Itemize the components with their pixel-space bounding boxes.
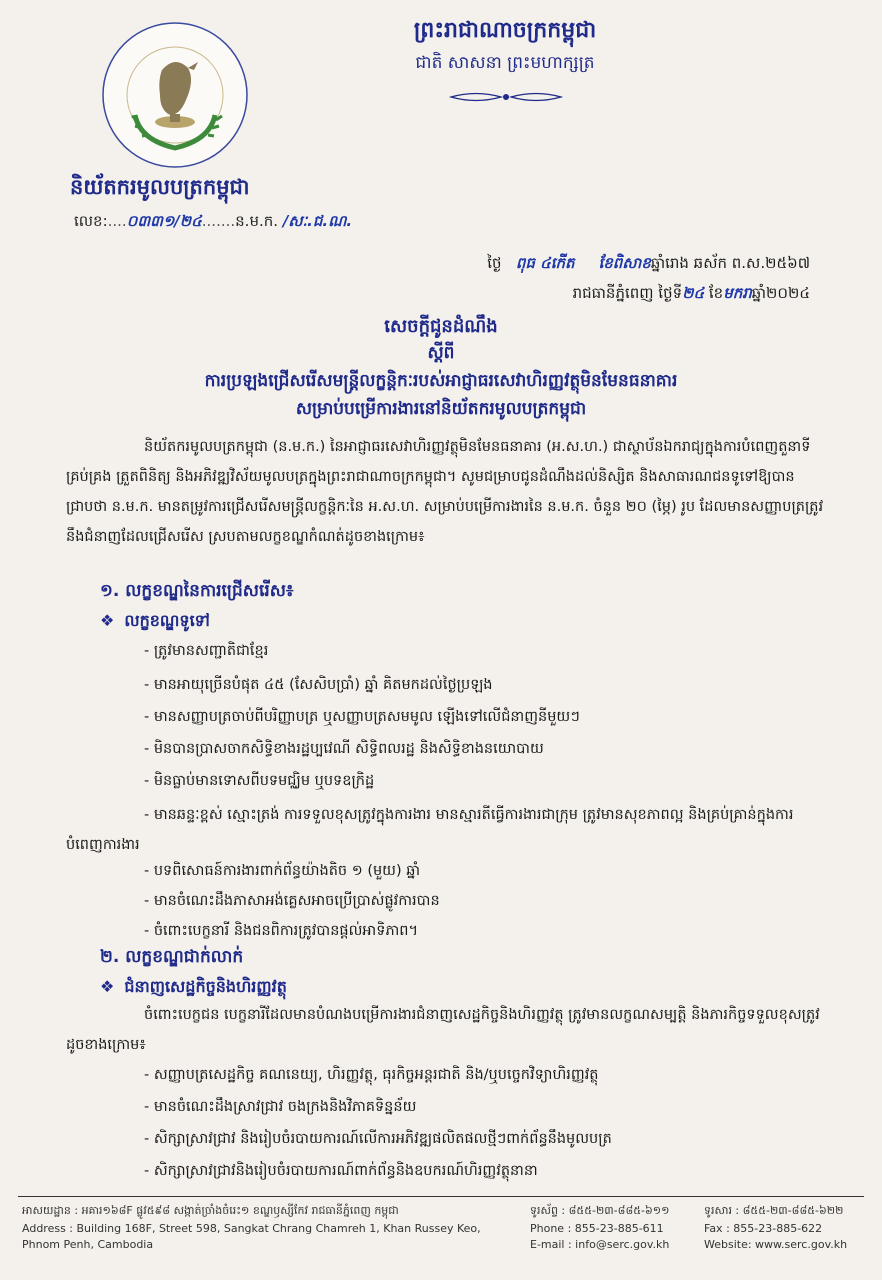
- list-item: - មិនបានប្រាសចាកសិទ្ធិខាងរដ្ឋប្បវេណី សិទ្ធិពលរដ្ឋ និងសិទ្ធិខាងនយោបាយ: [144, 741, 544, 757]
- solar-month: មករា: [723, 284, 752, 302]
- footer-email[interactable]: E-mail : info@serc.gov.kh: [530, 1238, 670, 1251]
- list-item: - មានអាយុច្រើនបំផុត ៤៥ (សែសិបប្រាំ) ឆ្នាំ គិតមកដល់ថ្ងៃប្រឡង: [144, 677, 493, 693]
- solar-prefix: រាជធានីភ្នំពេញ ថ្ងៃទី: [572, 284, 683, 302]
- section-2-intro: ចំពោះបេក្ខជន បេក្ខនារីដែលមានបំណងបម្រើការងារជំនាញសេដ្ឋកិច្ចនិងហិរញ្ញវត្ថុ ត្រូវមានលក្ខណសម្បត្តិ និងភារកិច្ចទទួលខុសត្រូវ ដូចខាងក្រោម៖: [66, 1007, 820, 1053]
- list-item: - ត្រូវមានសញ្ជាតិជាខ្មែរ: [144, 643, 269, 659]
- footer-address-kh: អាសយដ្ឋាន : អគារ១៦៨F ផ្លូវ៥៩៨ សង្កាត់ច្រាំងចំរេះ១ ខណ្ឌឫស្សីកែវ រាជធានីភ្នំពេញ កម្ពុជា: [22, 1204, 399, 1217]
- solar-date-line: [255, 284, 810, 306]
- organization-name: និយ័តករមូលបត្រកម្ពុជា: [70, 175, 250, 199]
- lunar-prefix: ថ្ងៃ: [487, 254, 502, 272]
- list-item: - សញ្ញាបត្រសេដ្ឋកិច្ច គណនេយ្យ, ហិរញ្ញវត្ថុ, ធុរកិច្ចអន្តរជាតិ និង/ឬបច្ចេកវិទ្យាហិរញ្ញវត្ថុ: [144, 1067, 599, 1083]
- solar-day: ២៤: [682, 284, 705, 302]
- ref-suffix: /សៈ.ជ.ណ.: [282, 212, 353, 230]
- solar-mid: ខែ: [708, 284, 724, 302]
- list-item: - មានចំណេះដឹងភាសាអង់គ្លេសអាចប្រើប្រាស់ផ្លូវការបាន: [144, 893, 440, 909]
- ref-mid: ន.ម.ក.: [235, 212, 279, 230]
- footer-website[interactable]: Website: www.serc.gov.kh: [704, 1238, 848, 1251]
- notice-about: ស្តីពី: [427, 343, 455, 363]
- subject-line-2: សម្រាប់បម្រើការងារនៅនិយ័តករមូលបត្រកម្ពុជា: [295, 399, 587, 419]
- section-1-subheading: [100, 610, 210, 634]
- list-item: - សិក្សាស្រាវជ្រាវនិងរៀបចំរបាយការណ៍ពាក់ព័ន្ធនិងឧបករណ៍ហិរញ្ញវត្ថុនានា: [144, 1163, 538, 1179]
- reference-number-line: លេខ:....០៣៣១/២៤.......ន.ម.ក. /សៈ.ជ.ណ.: [74, 212, 353, 230]
- notice-title: សេចក្តីជូនដំណឹង: [384, 316, 498, 337]
- divider-ornament-icon: [446, 88, 566, 106]
- diamond-bullet-icon: ❖: [100, 977, 115, 996]
- national-motto: ជាតិ សាសនា ព្រះមហាក្សត្រ: [415, 53, 595, 73]
- list-item: - សិក្សាស្រាវជ្រាវ និងរៀបចំរបាយការណ៍លើការអភិវឌ្ឍផលិតផលថ្មីៗពាក់ព័ន្ធនឹងមូលបត្រ: [144, 1131, 612, 1147]
- section-2-sub-label: ជំនាញសេដ្ឋកិច្ចនិងហិរញ្ញវត្ថុ: [124, 977, 287, 996]
- lunar-rest: ឆ្នាំរោង ឆស័ក ព.ស.២៥៦៧: [650, 254, 810, 272]
- section-1-sub-label: លក្ខខណ្ឌទូទៅ: [124, 611, 210, 630]
- lunar-day: ពុធ ៤កើត: [515, 254, 575, 272]
- list-item: - ចំពោះបេក្ខនារី និងជនពិការត្រូវបានផ្តល់អាទិភាព។: [144, 923, 419, 939]
- solar-year: ឆ្នាំ២០២៤: [751, 284, 810, 302]
- intro-paragraph: និយ័តករមូលបត្រកម្ពុជា (ន.ម.ក.) នៃអាជ្ញាធរសេវាហិរញ្ញវត្ថុមិនមែនធនាគារ (អ.ស.ហ.) ជាស្ថាប័នឯករាជ្យក្នុងការបំពេញតួនាទីគ្រប់គ្រង ត្រួតពិនិត្យ និងអភិវឌ្ឍវិស័យមូលបត្រក្នុងព្រះរាជាណាចក្រកម្ពុជា។ សូមជម្រាបជូនដំណឹងដល់និស្សិត និងសាធារណជនទូទៅឱ្យបានជ្រាបថា ន.ម.ក. មានតម្រូវការជ្រើសរើសមន្ត្រីលក្ខន្តិកៈនៃ អ.ស.ហ. សម្រាប់បម្រើការងារនៃ ន.ម.ក. ចំនួន ២០ (ម្ភៃ) រូប ដែលមានសញ្ញាបត្រត្រូវនឹងជំនាញដែលជ្រើសរើស ស្របតាមលក្ខខណ្ឌកំណត់ដូចខាងក្រោម៖: [66, 439, 824, 545]
- ref-number: ០៣៣១/២៤: [126, 212, 202, 230]
- footer-phone-kh: ទូរស័ព្ទ : ៨៥៥-២៣-៨៨៥-៦១១: [530, 1204, 670, 1217]
- subject-line-1: ការប្រឡងជ្រើសរើសមន្ត្រីលក្ខន្តិកៈរបស់អាជ្ញាធរសេវាហិរញ្ញវត្ថុមិនមែនធនាគារ: [204, 371, 678, 391]
- ref-prefix: លេខ:: [74, 212, 108, 230]
- list-item: - បទពិសោធន៍ការងារពាក់ព័ន្ធយ៉ាងតិច ១ (មួយ) ឆ្នាំ: [144, 863, 421, 879]
- section-2-heading: ២. លក្ខខណ្ឌជាក់លាក់: [100, 947, 244, 967]
- kingdom-title: ព្រះរាជាណាចក្រកម្ពុជា: [413, 18, 597, 43]
- list-item: - មានឆន្ទៈខ្ពស់ ស្មោះត្រង់ ការទទួលខុសត្រូវក្នុងការងារ មានស្មារតីធ្វើការងារជាក្រុម ត្រូវមានសុខភាពល្អ និងគ្រប់គ្រាន់ក្នុងការបំពេញការងារ: [66, 807, 794, 853]
- footer-address-en-1: Address : Building 168F, Street 598, Sangkat Chrang Chamreh 1, Khan Russey Keo,: [22, 1222, 481, 1235]
- footer-fax-en: Fax : 855-23-885-622: [704, 1222, 823, 1235]
- footer-fax-kh: ទូរសារ : ៨៥៥-២៣-៨៨៥-៦២២: [704, 1204, 844, 1217]
- list-item: - មានសញ្ញាបត្រចាប់ពីបរិញ្ញាបត្រ ឬសញ្ញាបត្រសមមូល ឡើងទៅលើជំនាញនីមួយៗ: [144, 709, 580, 725]
- serc-seal-logo: [100, 20, 250, 170]
- lunar-date-line: [255, 254, 810, 276]
- footer-divider: [18, 1196, 864, 1197]
- list-item: - មិនធ្លាប់មានទោសពីបទមជ្ឈិម ឬបទឧក្រិដ្ឋ: [144, 773, 375, 789]
- section-2-subheading: [100, 976, 287, 1000]
- list-item: - មានចំណេះដឹងស្រាវជ្រាវ ចងក្រងនិងវិភាគទិន្នន័យ: [144, 1099, 417, 1115]
- diamond-bullet-icon: ❖: [100, 611, 115, 630]
- lunar-month: ខែពិសាខ: [598, 254, 651, 272]
- footer-address-en-2: Phnom Penh, Cambodia: [22, 1238, 154, 1251]
- section-1-heading: ១. លក្ខខណ្ឌនៃការជ្រើសរើស៖: [100, 581, 294, 601]
- footer-phone-en: Phone : 855-23-885-611: [530, 1222, 664, 1235]
